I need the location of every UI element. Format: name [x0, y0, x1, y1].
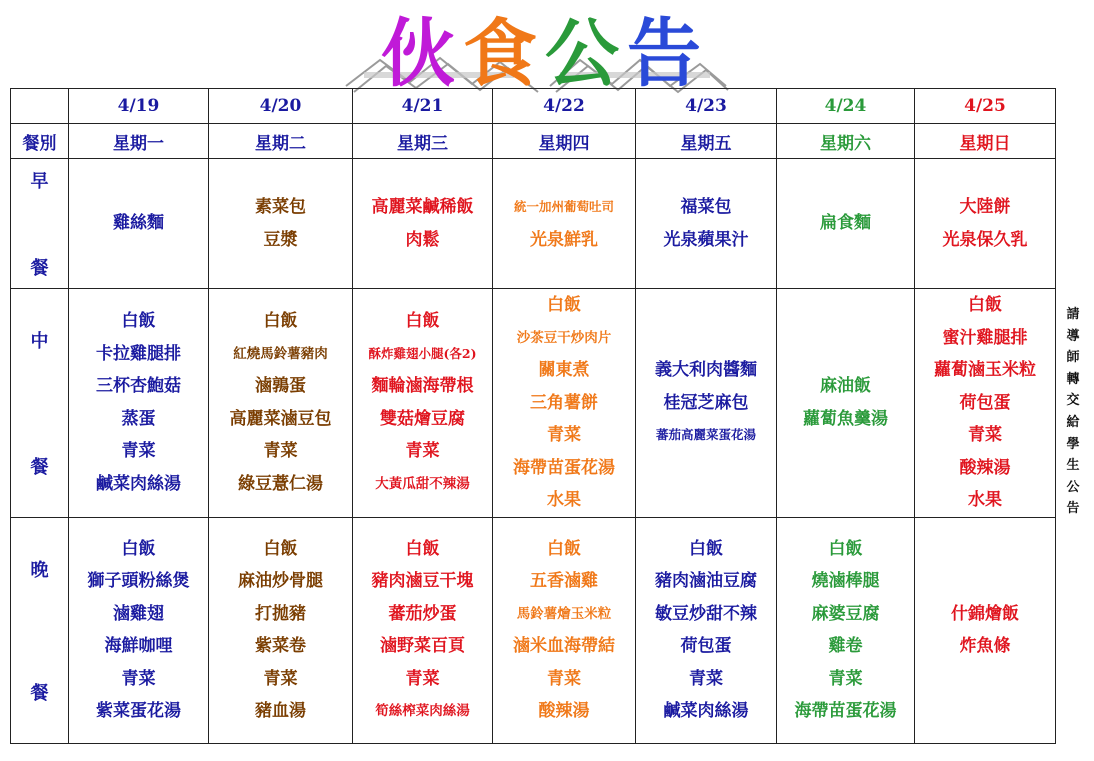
menu-item: 燒滷棒腿: [811, 571, 880, 591]
menu-item: 麻油飯: [820, 376, 871, 397]
menu-item: 光泉鮮乳: [530, 229, 598, 250]
weekday-cell: 星期三: [353, 124, 493, 159]
menu-item: 麻油炒骨腿: [238, 571, 323, 591]
menu-item: 海帶苗蛋花湯: [794, 701, 897, 721]
menu-item: 敏豆炒甜不辣: [655, 603, 757, 624]
menu-cell: [69, 517, 209, 743]
menu-cell: [209, 159, 353, 289]
menu-cell: [493, 289, 636, 518]
menu-item: 光泉保久乳: [942, 229, 1028, 250]
side-note-char: 學: [1066, 436, 1080, 452]
menu-cell: [777, 159, 915, 289]
weekday-cell: 星期一: [69, 124, 209, 159]
date-cell: 4/25: [915, 89, 1056, 124]
menu-item: 海帶苗蛋花湯: [513, 457, 615, 478]
side-note-char: 生: [1066, 458, 1080, 474]
menu-item-list: [353, 191, 492, 256]
meal-type-header: 餐別: [11, 124, 69, 159]
weekday-cell: 星期五: [636, 124, 777, 159]
menu-cell: [353, 289, 493, 518]
menu-item-list: [915, 598, 1055, 663]
menu-item: 紅燒馬鈴薯豬肉: [233, 345, 328, 362]
menu-item: 統一加州葡萄吐司: [513, 199, 614, 214]
menu-item: 什錦燴飯: [951, 603, 1019, 624]
menu-item: 青菜: [263, 441, 298, 462]
menu-item-list: [209, 533, 352, 728]
menu-item: 白飯: [121, 311, 156, 332]
breakfast-row: [11, 159, 1056, 289]
menu-cell: [636, 517, 777, 743]
menu-item: 酸辣湯: [959, 457, 1011, 478]
menu-item: 青菜: [121, 668, 156, 689]
menu-item: 豬肉滷豆干塊: [371, 571, 474, 591]
menu-item: 蘿蔔魚羹湯: [803, 408, 888, 429]
menu-item: 雞絲麵: [113, 213, 164, 234]
menu-item-list: [915, 289, 1055, 517]
weekday-row: [11, 124, 1056, 159]
menu-item: 光泉蘋果汁: [663, 229, 749, 250]
menu-item-list: [777, 370, 914, 435]
menu-item: 獅子頭粉絲煲: [87, 571, 190, 591]
menu-cell: [209, 517, 353, 743]
menu-item-list: [493, 191, 635, 256]
menu-item: 蜜汁雞腿排: [942, 327, 1028, 348]
menu-item: 荷包蛋: [680, 636, 732, 656]
weekday-cell: 星期日: [915, 124, 1056, 159]
menu-item: 卡拉雞腿排: [96, 343, 181, 364]
side-note-char: 公: [1066, 479, 1080, 495]
menu-item-list: [69, 533, 208, 728]
menu-item: 滷鶉蛋: [255, 376, 306, 397]
date-cell: 4/21: [353, 89, 493, 124]
menu-cell: [493, 159, 636, 289]
title-char-4: 告: [627, 11, 701, 97]
menu-item: 滷雞翅: [113, 603, 164, 624]
menu-cell: [353, 159, 493, 289]
menu-item: 青菜: [689, 668, 723, 689]
menu-item-list: [209, 305, 352, 500]
menu-item: 打拋豬: [255, 603, 306, 624]
menu-item: 白飯: [121, 538, 156, 559]
menu-item: 海鮮咖哩: [104, 636, 173, 656]
menu-item: 扁食麵: [820, 213, 871, 234]
meal-label-top: 晚: [30, 559, 49, 581]
menu-item: 三杯杏鮑菇: [96, 376, 181, 397]
date-cell: 4/24: [777, 89, 915, 124]
dinner-row: [11, 517, 1056, 743]
menu-item: 白飯: [828, 538, 863, 559]
menu-cell: [69, 289, 209, 518]
menu-item: 青菜: [405, 441, 440, 462]
menu-item: 青菜: [547, 425, 581, 445]
menu-item: 青菜: [121, 441, 156, 462]
date-cell: 4/23: [636, 89, 777, 124]
side-note-char: 請: [1066, 307, 1080, 322]
lunch-label: [11, 289, 69, 518]
menu-item: 白飯: [547, 538, 581, 559]
menu-item: 麻婆豆腐: [811, 603, 880, 624]
menu-item: 關東煮: [538, 360, 590, 380]
menu-item: 白飯: [263, 311, 298, 332]
menu-item-list: [353, 305, 492, 500]
meal-label-bottom: 餐: [30, 456, 49, 478]
menu-item: 蕃茄炒蛋: [388, 603, 457, 624]
menu-item: 酸辣湯: [538, 701, 590, 721]
side-note-char: 轉: [1066, 371, 1080, 387]
menu-item-list: [493, 289, 635, 517]
menu-item: 五香滷雞: [530, 571, 598, 591]
menu-item: 炸魚條: [959, 636, 1011, 656]
menu-item: 荷包蛋: [959, 392, 1011, 413]
menu-item: 高麗菜滷豆包: [229, 408, 332, 429]
menu-item: 水果: [968, 490, 1002, 510]
menu-item: 青菜: [405, 668, 440, 689]
menu-item: 青菜: [968, 425, 1002, 445]
side-note-char: 告: [1066, 501, 1080, 517]
weekday-cell: 星期二: [209, 124, 353, 159]
menu-item: 高麗菜鹹稀飯: [371, 197, 474, 217]
menu-item: 雞卷: [828, 636, 863, 656]
side-note: [1064, 304, 1082, 520]
menu-item: 白飯: [263, 538, 298, 559]
menu-cell: [493, 517, 636, 743]
menu-item-list: [636, 191, 776, 256]
menu-cell: [353, 517, 493, 743]
menu-item: 蒸蛋: [121, 408, 156, 429]
menu-item: 白飯: [689, 538, 723, 559]
menu-item: 蕃茄高麗菜蛋花湯: [655, 427, 756, 442]
menu-item: 青菜: [547, 668, 581, 689]
menu-item: 大陸餅: [959, 197, 1011, 217]
menu-item-list: [915, 191, 1055, 256]
side-note-char: 師: [1066, 350, 1080, 366]
menu-item: 鹹菜肉絲湯: [96, 473, 181, 494]
menu-item: 白飯: [968, 295, 1002, 315]
meal-label-top: 早: [30, 171, 49, 192]
menu-cell: [636, 289, 777, 518]
menu-item: 桂冠芝麻包: [663, 392, 749, 413]
menu-item: 福菜包: [680, 197, 732, 217]
weekday-cell: 星期六: [777, 124, 915, 159]
menu-item: 酥炸雞翅小腿(各2): [368, 345, 477, 361]
menu-item: 三角薯餅: [530, 392, 598, 413]
menu-item: 鹹菜肉絲湯: [663, 701, 749, 721]
weekday-cell: 星期四: [493, 124, 636, 159]
menu-item-list: [209, 191, 352, 256]
menu-cell: [209, 289, 353, 518]
menu-item: 綠豆薏仁湯: [238, 473, 323, 494]
side-note-char: 給: [1066, 414, 1080, 430]
menu-item: 義大利肉醬麵: [655, 360, 757, 380]
menu-item: 青菜: [263, 668, 298, 689]
menu-item: 肉鬆: [405, 229, 440, 250]
corner-cell: [11, 89, 69, 124]
menu-item: 筍絲榨菜肉絲湯: [375, 703, 470, 719]
date-cell: 4/19: [69, 89, 209, 124]
menu-item: 豆漿: [263, 229, 298, 250]
menu-cell: [915, 159, 1056, 289]
menu-item: 紫菜卷: [255, 636, 306, 656]
menu-item-list: [493, 533, 635, 728]
menu-cell: [777, 517, 915, 743]
menu-item: 蘿蔔滷玉米粒: [934, 360, 1036, 380]
menu-cell: [915, 517, 1056, 743]
title-char-2: 食: [463, 11, 537, 97]
dinner-label: [11, 517, 69, 743]
menu-item: 青菜: [828, 668, 863, 689]
menu-item: 滷野菜百頁: [380, 636, 465, 656]
menu-table: [10, 88, 1056, 744]
menu-item: 滷米血海帶結: [513, 636, 615, 656]
menu-item: 白飯: [547, 295, 581, 315]
menu-item: 雙菇燴豆腐: [380, 408, 465, 429]
title-char-1: 伙: [381, 11, 455, 97]
meal-label-top: 中: [30, 331, 49, 352]
menu-item: 馬鈴薯燴玉米粒: [516, 605, 612, 622]
menu-item: 紫菜蛋花湯: [96, 701, 181, 721]
menu-item-list: [69, 305, 208, 500]
breakfast-label: [11, 159, 69, 289]
side-note-char: 交: [1066, 393, 1080, 409]
meal-label-bottom: 餐: [30, 258, 49, 279]
lunch-row: [11, 289, 1056, 518]
title-char-3: 公: [545, 11, 619, 97]
menu-item: 白飯: [405, 311, 440, 332]
menu-item: 大黃瓜甜不辣湯: [375, 475, 470, 492]
menu-item: 素菜包: [255, 197, 306, 217]
menu-item-list: [636, 354, 776, 452]
menu-item: 沙茶豆干炒肉片: [516, 329, 612, 346]
date-cell: 4/20: [209, 89, 353, 124]
menu-cell: [636, 159, 777, 289]
menu-item-list: [353, 533, 492, 728]
menu-item: 豬血湯: [255, 701, 306, 721]
menu-item: 水果: [547, 490, 581, 510]
menu-item: 麵輪滷海帶根: [371, 376, 474, 397]
menu-item-list: [777, 207, 914, 240]
date-row: [11, 89, 1056, 124]
menu-item: 豬肉滷油豆腐: [655, 571, 757, 591]
menu-cell: [915, 289, 1056, 518]
menu-item-list: [636, 533, 776, 728]
menu-item: 白飯: [405, 538, 440, 559]
menu-cell: [69, 159, 209, 289]
date-cell: 4/22: [493, 89, 636, 124]
menu-item-list: [69, 207, 208, 240]
menu-item-list: [777, 533, 914, 728]
menu-cell: [777, 289, 915, 518]
meal-label-bottom: 餐: [30, 682, 49, 704]
title-text: [378, 12, 704, 96]
side-note-char: 導: [1066, 328, 1080, 344]
page-title: [340, 8, 740, 97]
